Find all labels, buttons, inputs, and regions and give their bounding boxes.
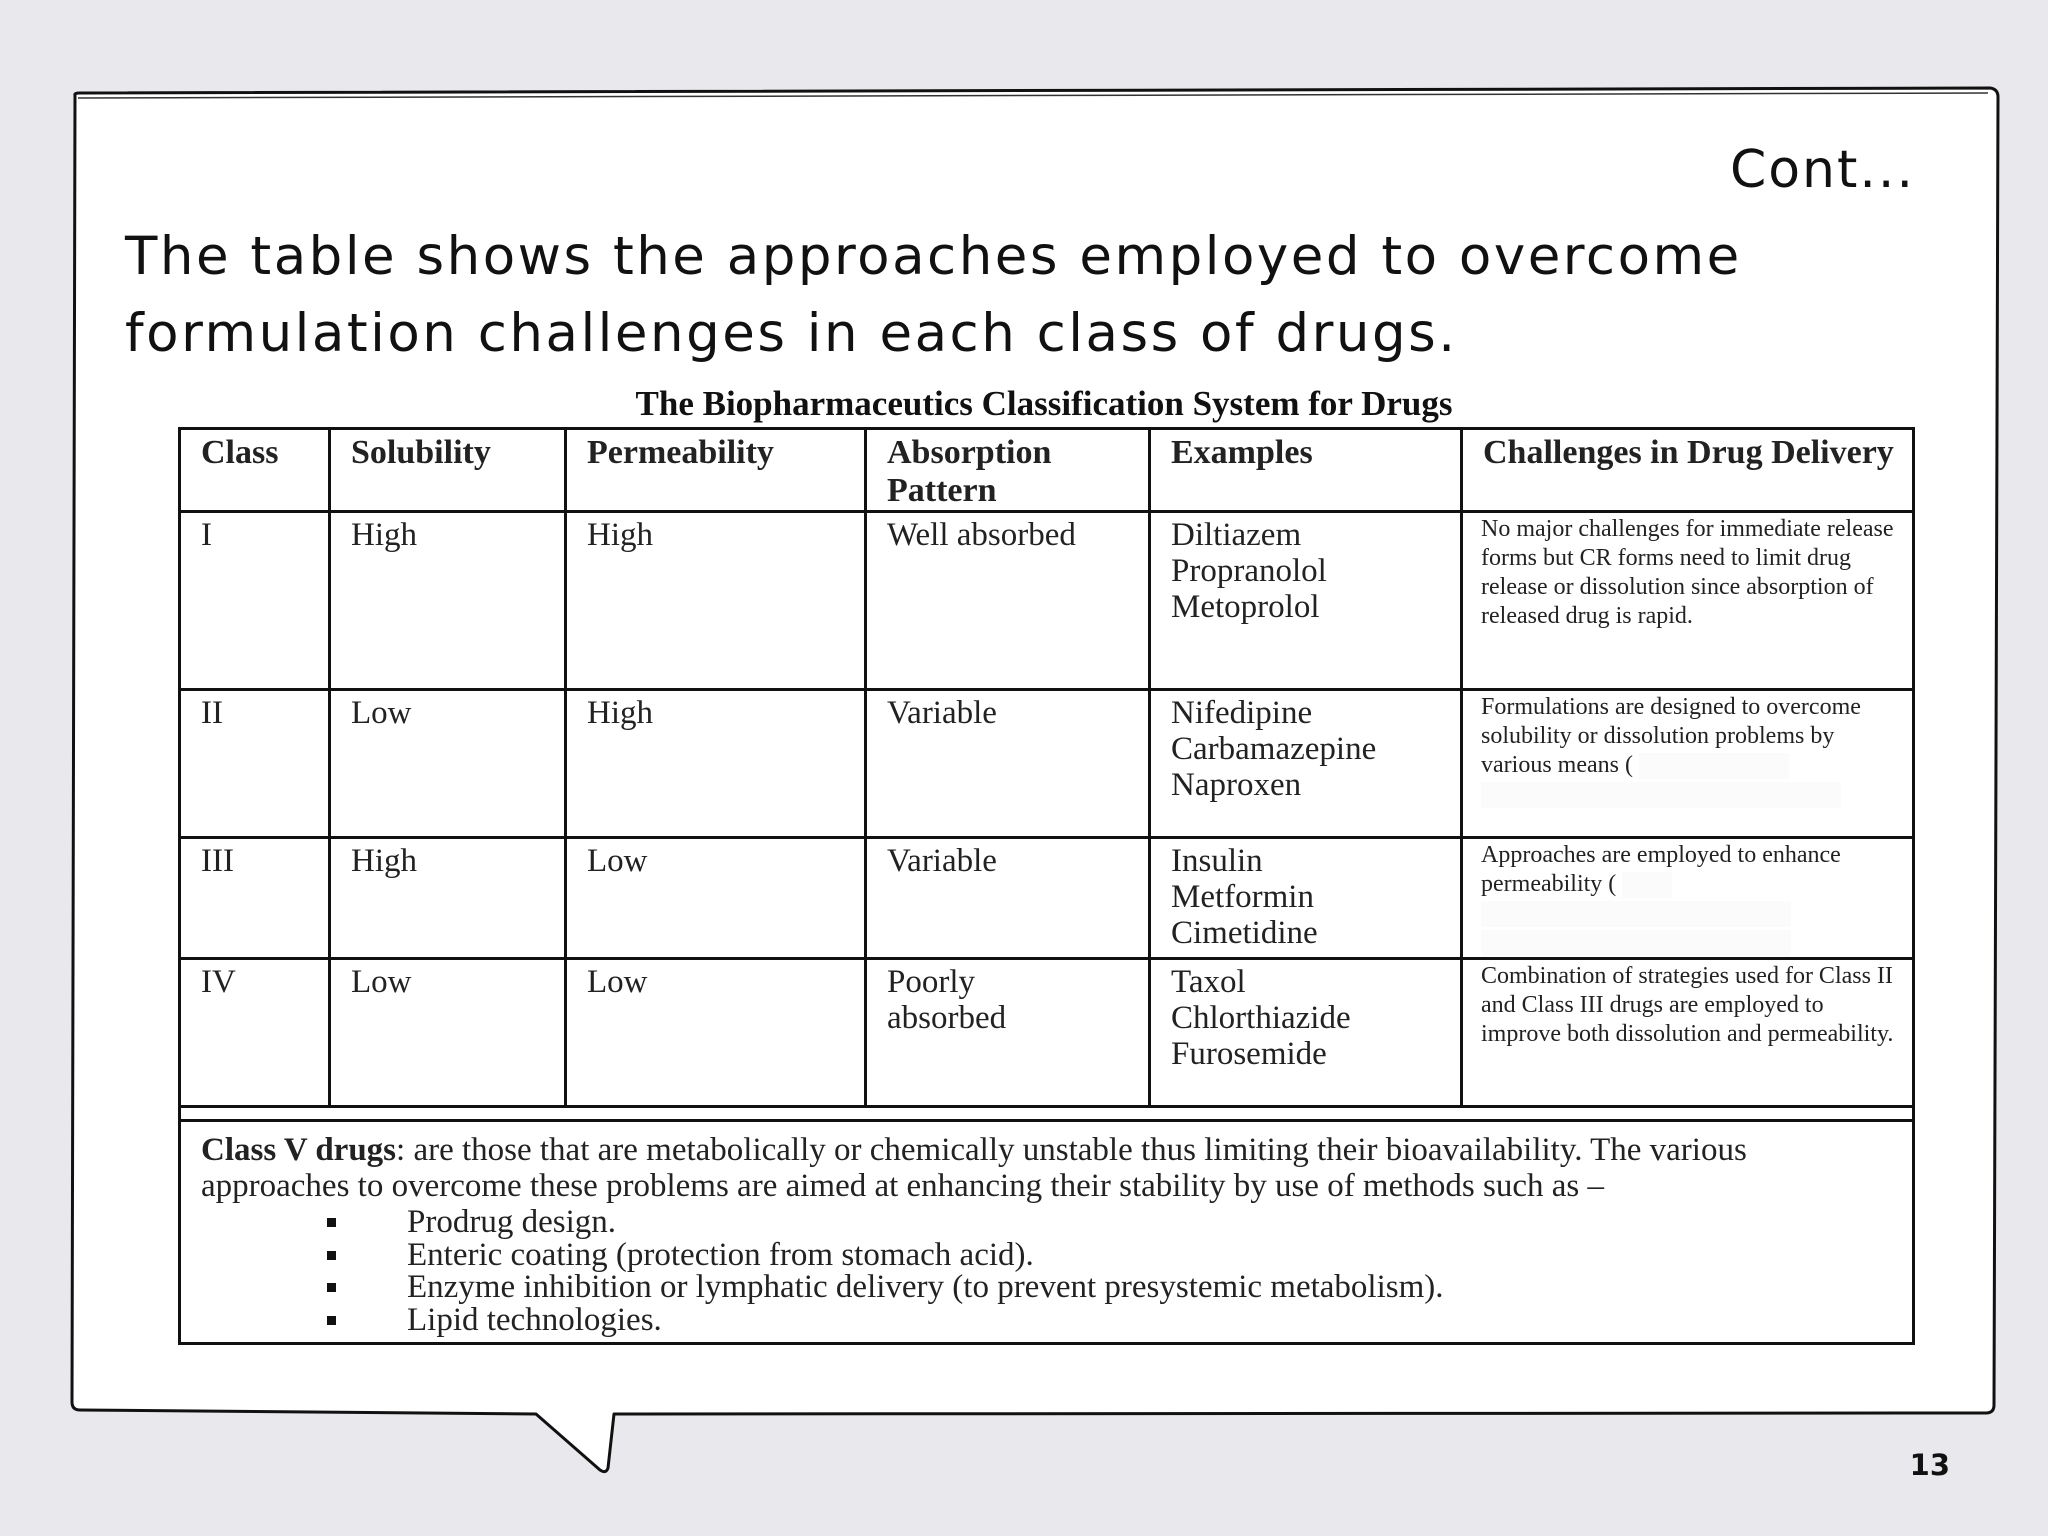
method-text: Enteric coating (protection from stomach acid). bbox=[407, 1236, 1034, 1273]
cell-solubility: Low bbox=[330, 959, 566, 1107]
cell-class: II bbox=[180, 690, 330, 838]
cell-class: I bbox=[180, 512, 330, 690]
redacted-block bbox=[1622, 872, 1672, 898]
example-drug: Metoprolol bbox=[1171, 589, 1320, 625]
example-drug: Insulin bbox=[1171, 843, 1263, 879]
absorption-text: Well absorbed bbox=[887, 517, 1076, 553]
example-drug: Furosemide bbox=[1171, 1036, 1327, 1072]
bullet-icon bbox=[327, 1283, 336, 1292]
redacted-block bbox=[1481, 782, 1841, 808]
cell-solubility: Low bbox=[330, 690, 566, 838]
class-v-text: : are those that are metabolically or chemically unstable thus limiting their bioavailability. The various approaches to overcome these problems are aimed at enhancing their stability by use of methods such as – bbox=[201, 1132, 1747, 1204]
challenges-text: Approaches are employed to enhance permeability ( bbox=[1481, 842, 1841, 897]
example-drug: Diltiazem bbox=[1171, 517, 1302, 553]
table-row bbox=[180, 690, 1914, 838]
example-drug: Cimetidine bbox=[1171, 915, 1318, 951]
table-row bbox=[180, 959, 1914, 1107]
header-permeability: Permeability bbox=[566, 429, 866, 512]
method-text: Lipid technologies. bbox=[407, 1301, 662, 1338]
cell-permeability: High bbox=[566, 512, 866, 690]
cell-absorption bbox=[866, 959, 1150, 1107]
example-drug: Taxol bbox=[1171, 964, 1246, 1000]
cell-permeability: Low bbox=[566, 838, 866, 959]
redacted-block bbox=[1481, 901, 1791, 927]
table-title: The Biopharmaceutics Classification System for Drugs bbox=[635, 384, 1453, 423]
bullet-icon bbox=[327, 1251, 336, 1260]
header-class: Class bbox=[180, 429, 330, 512]
cell-solubility: High bbox=[330, 838, 566, 959]
intro-paragraph: The table shows the approaches employed to overcome formulation challenges in each class of drugs. bbox=[125, 226, 1742, 364]
cell-challenges bbox=[1462, 690, 1914, 838]
method-text: Enzyme inhibition or lymphatic delivery (to prevent presystemic metabolism). bbox=[407, 1269, 1444, 1305]
list-item bbox=[327, 1301, 1890, 1338]
example-drug: Chlorthiazide bbox=[1171, 1000, 1351, 1036]
cell-solubility: High bbox=[330, 512, 566, 690]
bullet-icon bbox=[327, 1218, 336, 1227]
cell-challenges bbox=[1462, 838, 1914, 959]
example-drug: Nifedipine bbox=[1171, 695, 1313, 731]
cell-class: IV bbox=[180, 959, 330, 1107]
table-row bbox=[180, 838, 1914, 959]
header-solubility: Solubility bbox=[330, 429, 566, 512]
class-v-row bbox=[180, 1121, 1914, 1344]
example-drug: Naproxen bbox=[1171, 767, 1302, 803]
header-absorption-pattern: Absorption Pattern bbox=[866, 429, 1150, 512]
cell-permeability: High bbox=[566, 690, 866, 838]
cell-challenges: Combination of strategies used for Class II and Class III drugs are employed to improve both dissolution and permeability. bbox=[1462, 959, 1914, 1107]
cell-examples bbox=[1150, 512, 1462, 690]
list-item bbox=[327, 1236, 1890, 1273]
cell-class: III bbox=[180, 838, 330, 959]
continued-label: Cont... bbox=[1729, 140, 1915, 200]
cell-permeability: Low bbox=[566, 959, 866, 1107]
class-v-label: Class V drugs bbox=[201, 1132, 397, 1168]
header-examples: Examples bbox=[1150, 429, 1462, 512]
table-header-row bbox=[180, 429, 1914, 512]
challenges-text: Formulations are designed to overcome solubility or dissolution problems by various means ( bbox=[1481, 694, 1861, 778]
cell-examples bbox=[1150, 838, 1462, 959]
bcs-table bbox=[178, 427, 1915, 1345]
redacted-block bbox=[1481, 930, 1791, 956]
list-item bbox=[327, 1206, 1890, 1239]
method-text: Prodrug design. bbox=[407, 1204, 616, 1240]
list-item bbox=[327, 1271, 1890, 1304]
table-spacer-row bbox=[180, 1107, 1914, 1121]
spacer-cell bbox=[180, 1107, 1914, 1121]
cell-absorption: Variable bbox=[866, 838, 1150, 959]
class-v-methods-list bbox=[201, 1206, 1890, 1336]
header-challenges: Challenges in Drug Delivery bbox=[1462, 429, 1914, 512]
cell-absorption: Variable bbox=[866, 690, 1150, 838]
cell-examples bbox=[1150, 959, 1462, 1107]
bullet-icon bbox=[327, 1316, 336, 1325]
class-v-note bbox=[180, 1121, 1914, 1344]
cell-challenges: No major challenges for immediate release forms but CR forms need to limit drug release or dissolution since absorption of released drug is rapid. bbox=[1462, 512, 1914, 690]
example-drug: Propranolol bbox=[1171, 553, 1327, 589]
absorption-text: Poorly absorbed bbox=[887, 964, 1007, 1036]
example-drug: Metformin bbox=[1171, 879, 1314, 915]
redacted-block bbox=[1639, 753, 1789, 779]
cell-examples bbox=[1150, 690, 1462, 838]
table-row bbox=[180, 512, 1914, 690]
cell-absorption bbox=[866, 512, 1150, 690]
example-drug: Carbamazepine bbox=[1171, 731, 1377, 767]
page-number: 13 bbox=[1909, 1448, 1950, 1482]
